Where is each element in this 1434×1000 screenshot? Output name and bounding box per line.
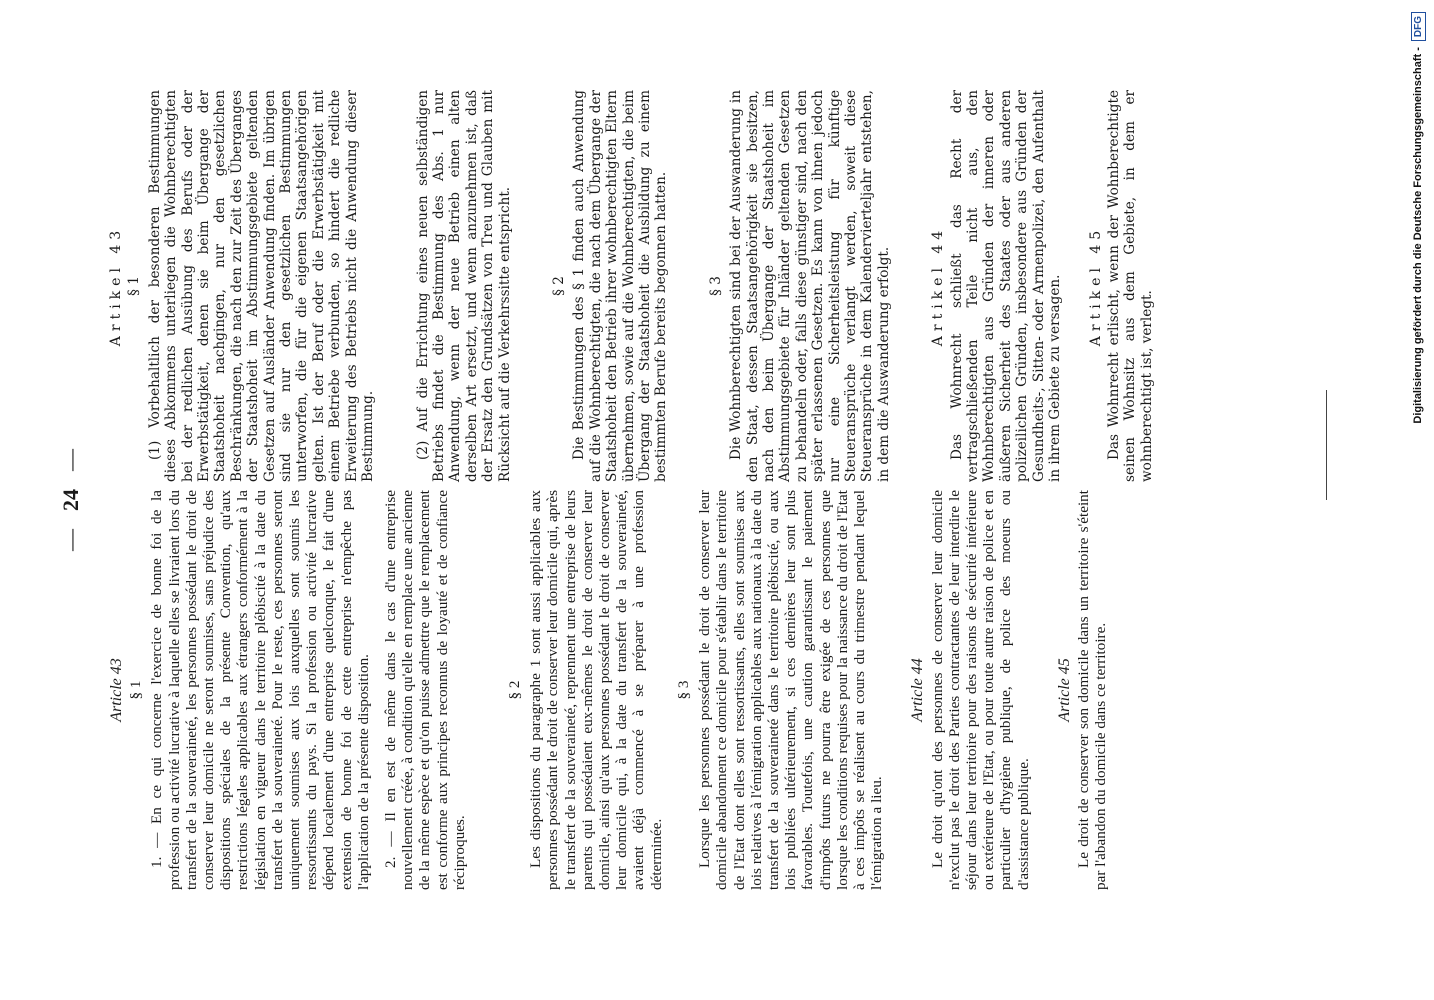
digitization-note bbox=[1404, 12, 1432, 992]
de-art43-paragraph-1: (1) Vorbehaltlich der besonderen Bestimmungen dieses Abkommens unterliegen die Wohnberechtigten bei der redlichen Ausübung des Berufs oder der Erwerbstätigkeit, denen sie beim Übergange der Staatshoheit nachgingen, nur den gesetzlichen Beschränkungen, die nach den zur Zeit des Überganges der Staatshoheit im Abstimmungsgebiete geltenden Gesetzen auf Ausländer Anwendung finden. Im übrigen sind sie nur den gesetzlichen Bestimmungen unterworfen, die für die eigenen Staatsangehörigen gelten. Ist der Beruf oder die Erwerbstätigkeit mit einem Betriebe verbunden, so hindert die redliche Erweiterung des Betriebs nicht die Anwendung dieser Bestimmung. bbox=[146, 90, 377, 482]
de-art43-section-2-text: Die Bestimmungen des § 1 finden auch Anwendung auf die Wohnberechtigten, die nach dem Übergange der Staatshoheit den Betrieb ihrer wohnberechtigten Eltern übernehmen, sowie auf die Wohnberechtigten, die beim Übergang der Staatshoheit die Ausbildung zu einem bestimmten Berufe bereits begonnen hatten. bbox=[571, 90, 670, 482]
french-column bbox=[108, 490, 1119, 890]
german-column bbox=[108, 90, 1165, 482]
dash-left: — bbox=[58, 529, 83, 551]
de-art43-section-3-text: Die Wohnberechtigten sind bei der Auswanderung in den Staat, dessen Staatsangehörigkeit sie besitzen, nach den beim Übergange der Staatshoheit im Abstimmungsgebiete für Inländer geltenden Gesetzen zu behandeln oder, falls diese günstiger sind, nach den später erlassenen Gesetzen. Es kann von ihnen jedoch nur eine Sicherheitsleistung für künftige Steueransprüche verlangt werden, soweit diese Steueransprüche in dem Kalendervierteljahr entstehen, in dem die Auswanderung erfolgt. bbox=[728, 90, 892, 482]
de-art43-section-1: § 1 bbox=[126, 276, 143, 296]
de-art43-section-3: § 3 bbox=[707, 276, 724, 296]
fr-art43-section-2: § 2 bbox=[506, 680, 524, 700]
page-number-line bbox=[58, 0, 84, 1000]
fr-article-44-heading: Article 44 bbox=[909, 658, 927, 722]
fr-art43-paragraph-1: 1. — En ce qui concerne l'exercice de bonne foi de la profession ou activité lucrative à laquelle elles se livraient lors du transfert de la souveraineté, les personnes possédant le droit de conserver leur domicile ne seront soumises, sans préjudice des dispositions spéciales de la présente Convention, qu'aux restrictions légales applicables aux étrangers conformément à la législation en vigueur dans le territoire plébiscité à la date du transfert de la souveraineté. Pour le reste, ces personnes seront uniquement soumises aux lois auxquelles sont soumis les ressortissants du pays. Si la profession ou activité lucrative dépend localement d'une entreprise quelconque, le fait d'une extension de bonne foi de cette entreprise n'empêche pas l'application de la présente disposition. bbox=[148, 490, 372, 890]
end-rule bbox=[1326, 390, 1327, 500]
dfg-logo: DFG bbox=[1411, 12, 1426, 41]
de-article-44-text: Das Wohnrecht schließt das Recht der vertragschließenden Teile nicht aus, den Wohnberechtigten aus Gründen der inneren oder äußeren Sicherheit des Staates oder aus anderen polizeilichen Gründen, insbesondere aus Gründen der Gesundheits-, Sitten- oder Armenpolizei, den Aufenthalt in ihrem Gebiete zu versagen. bbox=[948, 90, 1064, 482]
fr-art43-section-3-text: Lorsque les personnes possédant le droit de conserver leur domicile abandonnent ce domicile pour s'établir dans le territoire de l'Etat dont elles sont ressortissants, elles sont soumises aux lois relatives à l'émigration applicables aux nationaux à la date du transfert de la souveraineté dans le territoire plébiscité, ou aux lois publiées ultérieurement, si ces dernières leur sont plus favorables. Toutefois, une caution garantissant le paiement d'impôts futurs ne pourra être exigée de ces personnes que lorsque les conditions requises pour la naissance du droit de l'Etat à ces impôts se réalisent au cours du trimestre pendant lequel l'émigration a lieu. bbox=[696, 490, 886, 890]
fr-art43-section-1: § 1 bbox=[127, 680, 145, 700]
de-article-45-heading: Artikel 45 bbox=[1087, 225, 1104, 347]
de-art43-section-2: § 2 bbox=[550, 276, 567, 296]
fr-art43-section-2-text: Les dispositions du paragraphe 1 sont aussi applicables aux personnes possédant le droit de conserver leur domicile qui, après le transfert de la souveraineté, reprennent une entreprise de leurs parents qui possédaient eux-mêmes le droit de conserver leur domicile, ainsi qu'aux personnes possédant le droit de conserver leur domicile qui, à la date du transfert de la souveraineté, avaient déjà commencé à se préparer à une profession déterminée. bbox=[527, 490, 665, 890]
fr-article-45-heading: Article 45 bbox=[1055, 658, 1073, 722]
fr-art43-paragraph-2: 2. — Il en est de même dans le cas d'une entreprise nouvellement créée, à condition qu'elle en remplace une ancienne de la même espèce et qu'on puisse admettre que le remplacement est conforme aux principes reconnus de loyauté et de confiance réciproques. bbox=[382, 490, 468, 890]
de-article-45-text: Das Wohnrecht erlischt, wenn der Wohnberechtigte seinen Wohnsitz aus dem Gebiete, in dem er wohnberechtigt ist, verlegt. bbox=[1105, 90, 1155, 482]
fr-article-44-text: Le droit qu'ont des personnes de conserver leur domicile n'exclut pas le droit des Parties contractantes de leur interdire le séjour dans leur territoire pour des raisons de sécurité intérieure ou extérieure de l'Etat, ou pour toute autre raison de police et en particulier d'hygiène publique, de police des moeurs ou d'assistance publique. bbox=[928, 490, 1032, 890]
fr-art43-section-3: § 3 bbox=[674, 680, 692, 700]
de-article-44-heading: Artikel 44 bbox=[930, 225, 947, 347]
de-art43-paragraph-2: (2) Auf die Errichtung eines neuen selbständigen Betriebs findet die Bestimmung des Abs. 1 nur Anwendung, wenn der neue Betrieb einen alten derselben Art ersetzt, und wenn anzunehmen ist, daß der Ersatz den Grundsätzen von Treu und Glauben mit Rücksicht auf die Verkehrssitte entspricht. bbox=[414, 90, 513, 482]
fr-article-45-text: Le droit de conserver son domicile dans un territoire s'éteint par l'abandon du domicile dans ce territoire. bbox=[1074, 490, 1110, 890]
de-article-43-heading: Artikel 43 bbox=[108, 225, 124, 347]
digitization-note-text: Digitalisierung gefördert durch die Deutsche Forschungsgemeinschaft - bbox=[1412, 47, 1424, 424]
dash-right: — bbox=[58, 449, 83, 471]
fr-article-43-heading: Article 43 bbox=[108, 658, 125, 722]
page-number: 24 bbox=[58, 489, 83, 511]
